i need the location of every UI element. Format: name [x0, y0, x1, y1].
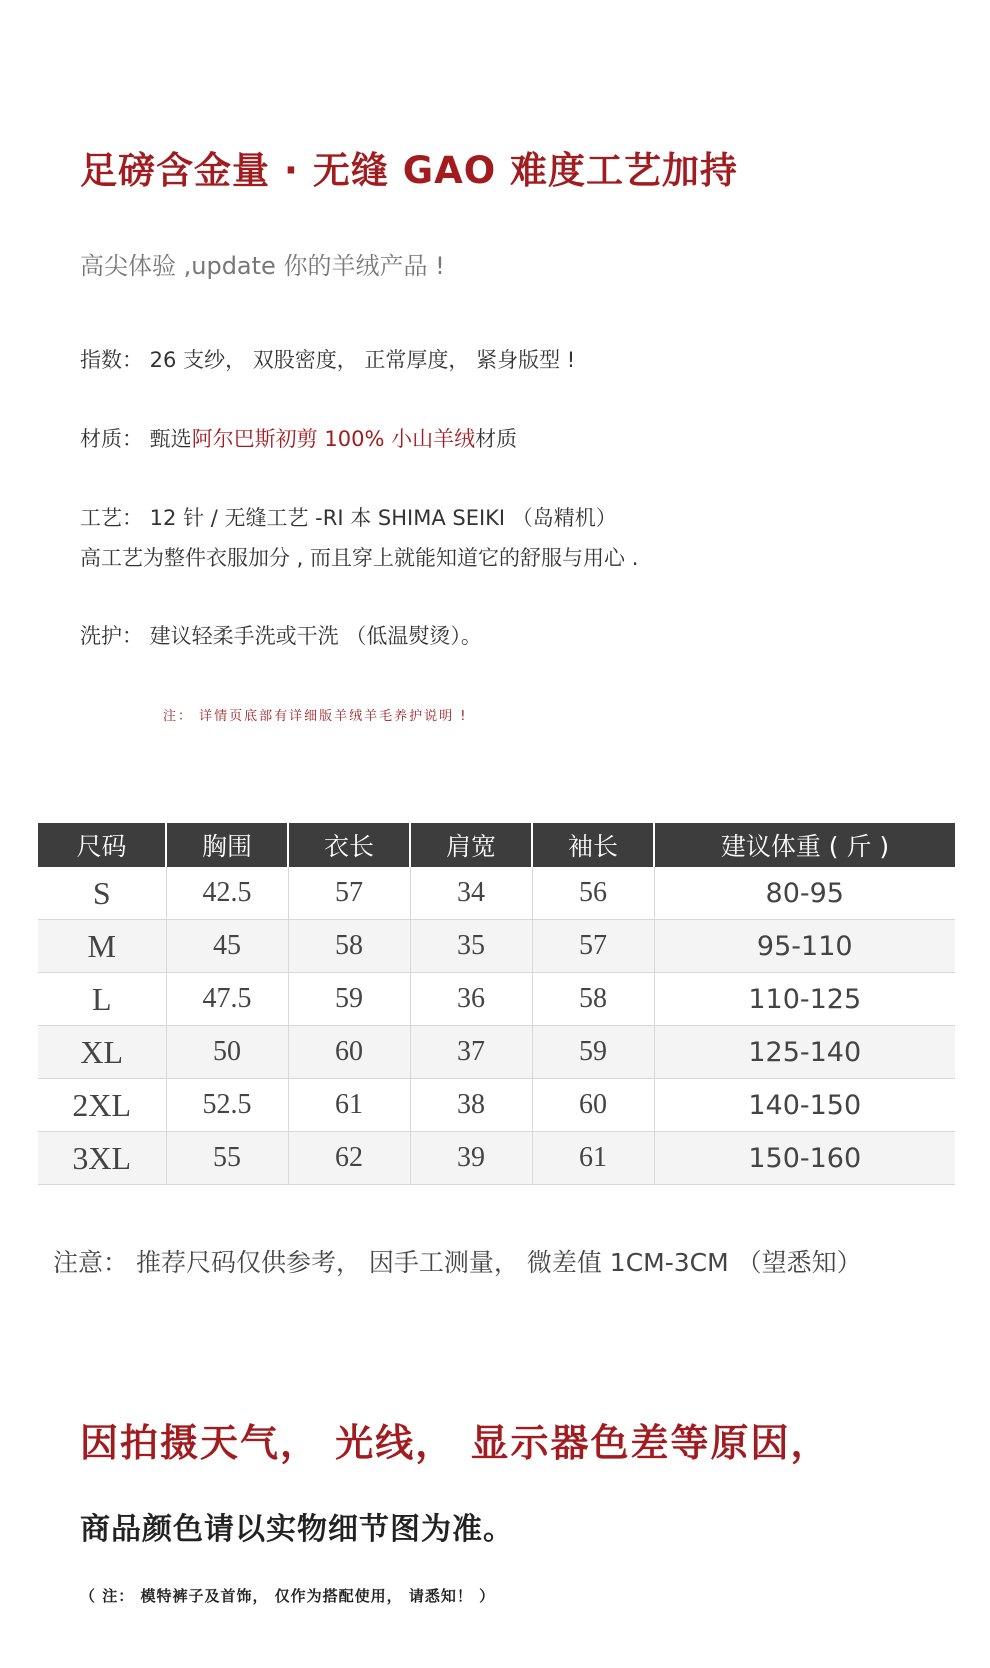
table-row — [38, 1079, 955, 1132]
spec-material-prefix: 材质： 甄选 — [80, 427, 192, 451]
sleeve-cell: 58 — [532, 973, 654, 1026]
weight-cell: 110-125 — [654, 973, 955, 1026]
length-cell: 58 — [288, 920, 410, 973]
chest-cell: 45 — [166, 920, 288, 973]
spec-material-suffix: 材质 — [475, 427, 518, 451]
table-row — [38, 867, 955, 920]
sleeve-cell: 61 — [532, 1132, 654, 1185]
size-cell: S — [38, 867, 166, 920]
spec-craft-line1: 工艺： 12 针 / 无缝工艺 -RI 本 SHIMA SEIKI （岛精机） — [80, 506, 617, 530]
measurement-caution: 注意： 推荐尺码仅供参考， 因手工测量， 微差值 1CM-3CM （望悉知） — [53, 1248, 862, 1277]
spec-craft-line2: 高工艺为整件衣服加分 , 而且穿上就能知道它的舒服与用心 . — [80, 546, 639, 570]
table-row — [38, 973, 955, 1026]
sleeve-cell: 59 — [532, 1026, 654, 1079]
size-cell: 3XL — [38, 1132, 166, 1185]
shoulder-cell: 39 — [410, 1132, 532, 1185]
size-cell: 2XL — [38, 1079, 166, 1132]
length-cell: 60 — [288, 1026, 410, 1079]
header-weight: 建议体重 ( 斤 ) — [654, 823, 955, 867]
size-table — [38, 823, 955, 1185]
header-chest: 胸围 — [166, 823, 288, 867]
table-row — [38, 1132, 955, 1185]
weight-cell: 125-140 — [654, 1026, 955, 1079]
table-row — [38, 920, 955, 973]
headline: 足磅含金量 · 无缝 GAO 难度工艺加持 — [80, 149, 739, 192]
size-cell: L — [38, 973, 166, 1026]
shoulder-cell: 37 — [410, 1026, 532, 1079]
spec-material-highlight: 阿尔巴斯初剪 100% 小山羊绒 — [191, 427, 476, 451]
chest-cell: 50 — [166, 1026, 288, 1079]
shoulder-cell: 34 — [410, 867, 532, 920]
header-size: 尺码 — [38, 823, 166, 867]
length-cell: 59 — [288, 973, 410, 1026]
spec-index: 指数： 26 支纱， 双股密度， 正常厚度， 紧身版型 ! — [80, 348, 576, 372]
subline: 高尖体验 ,update 你的羊绒产品 ! — [80, 252, 445, 280]
length-cell: 57 — [288, 867, 410, 920]
sleeve-cell: 57 — [532, 920, 654, 973]
color-notice-line1: 因拍摄天气， 光线， 显示器色差等原因， — [80, 1421, 831, 1465]
table-row — [38, 1026, 955, 1079]
weight-cell: 95-110 — [654, 920, 955, 973]
spec-material — [80, 423, 517, 453]
weight-cell: 80-95 — [654, 867, 955, 920]
spec-care: 洗护： 建议轻柔手洗或干洗 （低温熨烫）。 — [80, 624, 482, 648]
length-cell: 62 — [288, 1132, 410, 1185]
care-note: 注： 详情页底部有详细版羊绒羊毛养护说明 ! — [163, 709, 468, 724]
header-shoulder: 肩宽 — [410, 823, 532, 867]
chest-cell: 52.5 — [166, 1079, 288, 1132]
sleeve-cell: 60 — [532, 1079, 654, 1132]
chest-cell: 47.5 — [166, 973, 288, 1026]
weight-cell: 140-150 — [654, 1079, 955, 1132]
shoulder-cell: 36 — [410, 973, 532, 1026]
header-length: 衣长 — [288, 823, 410, 867]
model-footnote: （ 注： 模特裤子及首饰， 仅作为搭配使用， 请悉知！ ） — [80, 1587, 496, 1605]
header-sleeve: 袖长 — [532, 823, 654, 867]
weight-cell: 150-160 — [654, 1132, 955, 1185]
shoulder-cell: 35 — [410, 920, 532, 973]
size-cell: M — [38, 920, 166, 973]
chest-cell: 55 — [166, 1132, 288, 1185]
color-notice-line2: 商品颜色请以实物细节图为准。 — [80, 1512, 514, 1547]
chest-cell: 42.5 — [166, 867, 288, 920]
sleeve-cell: 56 — [532, 867, 654, 920]
length-cell: 61 — [288, 1079, 410, 1132]
size-cell: XL — [38, 1026, 166, 1079]
size-table-header-row — [38, 823, 955, 867]
shoulder-cell: 38 — [410, 1079, 532, 1132]
